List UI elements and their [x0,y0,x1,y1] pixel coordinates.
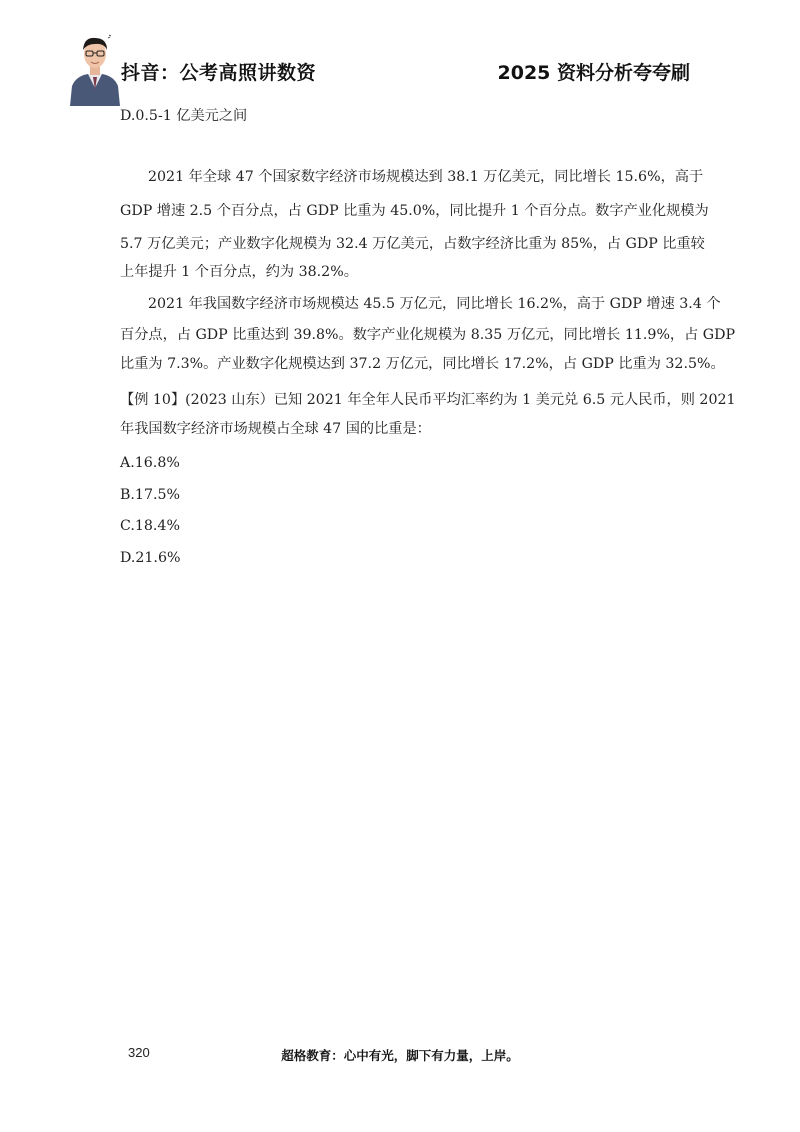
question-line-2: 年我国数字经济市场规模占全球 47 国的比重是： [120,421,431,437]
paragraph-2-line-2: 百分点，占 GDP 比重达到 39.8%。数字产业化规模为 8.35 万亿元，同比增长 11.9%，占 GDP [120,327,736,343]
footer-slogan: 超格教育：心中有光，脚下有力量，上岸。 [281,1048,519,1063]
option-d: D.21.6% [120,550,181,566]
header-right-title: 2025 资料分析夸夸刷 [497,62,690,84]
paragraph-1-line-3: 5.7 万亿美元；产业数字化规模为 32.4 万亿美元，占数字经济比重为 85%，占 GDP 比重较 [120,236,705,252]
header-left-title: 抖音：公考高照讲数资 [121,62,317,84]
paragraph-1-line-4: 上年提升 1 个百分点，约为 38.2%。 [120,264,358,280]
paragraph-1-line-2: GDP 增速 2.5 个百分点，占 GDP 比重为 45.0%，同比提升 1 个百分点。数字产业化规模为 [120,203,709,219]
presenter-avatar [68,30,122,106]
option-a: A.16.8% [120,455,180,471]
paragraph-2-line-3: 比重为 7.3%。产业数字化规模达到 37.2 万亿元，同比增长 17.2%，占 GDP 比重为 32.5%。 [120,356,725,372]
question-line-1: 【例 10】(2023 山东）已知 2021 年全年人民币平均汇率约为 1 美元兑 6.5 元人民币，则 2021 [120,392,736,408]
paragraph-2-line-1: 2021 年我国数字经济市场规模达 45.5 万亿元，同比增长 16.2%，高于 GDP 增速 3.4 个 [148,296,721,312]
previous-option-d: D.0.5-1 亿美元之间 [120,108,248,124]
page-number: 320 [128,1045,150,1060]
option-c: C.18.4% [120,518,180,534]
option-b: B.17.5% [120,487,181,503]
paragraph-1-line-1: 2021 年全球 47 个国家数字经济市场规模达到 38.1 万亿美元，同比增长 15.6%，高于 [148,169,704,185]
